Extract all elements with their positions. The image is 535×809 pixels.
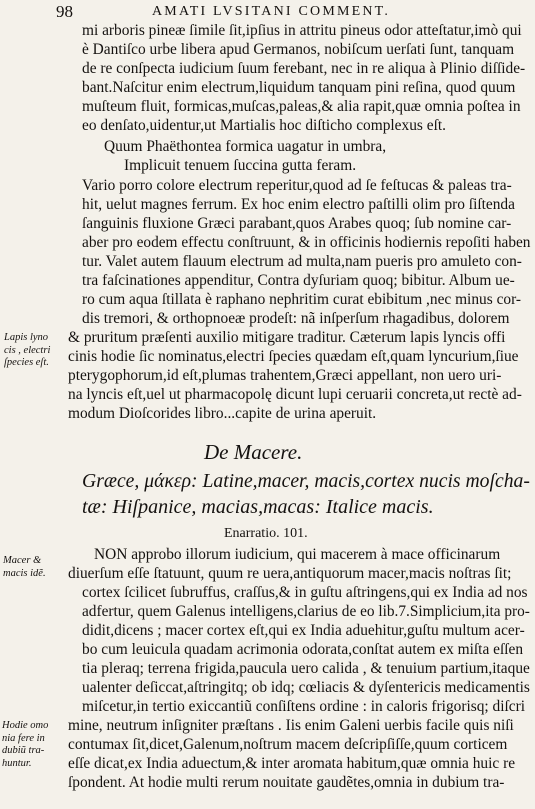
- body-line: bo cum leuicula quadam acrimonia odorata,conſtat autem ex miſta eſſen: [82, 641, 524, 658]
- running-title: AMATI LVSITANI COMMENT.: [152, 4, 391, 19]
- body-line: aber pro eodem effectu conſtruunt, & in officinis hodiernis repoſiti haben: [82, 234, 531, 251]
- body-line: tur. Valet autem flauum electrum ad multa,nam pueris pro amuleto con-: [82, 253, 522, 270]
- body-line: cinis hodie ſic nominatus,electri ſpecies quædam eſt,quam lyncurium,ſiue: [68, 348, 519, 365]
- verse-line: Implicuit tenuem ſuccina gutta feram.: [124, 157, 357, 174]
- body-line: eſſe dicat,ex India aduectum,& inter aromata habitum,quæ omnia huic re: [68, 755, 516, 772]
- margin-note-hodie: Hodie omo nia fere in dubiũ tra- huntur.: [2, 720, 49, 769]
- body-line: ſpondent. At hodie multi rerum nouitate gaudẽtes,omnia in dubium tra-: [68, 774, 505, 791]
- names-line: Græce, μάκερ: Latine,macer, macis,cortex nucis moſcha-: [82, 470, 530, 492]
- page-number: 98: [56, 2, 73, 21]
- body-line: muſteum fluit, formicas,muſcas,paleas,& alia rapit,quæ omnia poſtea in: [82, 98, 521, 115]
- body-line: modum Dioſcorides libro...capite de urina aperuit.: [68, 405, 377, 422]
- margin-note-lapis: Lapis lyno cis , electri ſpecies eſt.: [4, 332, 51, 368]
- body-line: tra faſcinationes appenditur, Contra dyſuriam quoq; bibitur. Album ue-: [82, 272, 515, 289]
- body-line: na lyncis eſt,uel ut pharmacopolę dicunt lupi ceruarii concreta,ut rectè ad-: [68, 386, 522, 403]
- body-line: miſcetur,in tertio exiccantiũ conſiſtens ordine : in caloris frigorisq; diſcri: [82, 698, 526, 715]
- body-line: dis tremori, & orthopnoeæ prodeſt: nã inſperſum rhagadibus, dolorem: [82, 310, 510, 327]
- names-line: tæ: Hiſpanice, macias,macas: Italice macis.: [82, 496, 434, 518]
- enarratio-label: Enarratio. 101.: [224, 526, 308, 541]
- page-header: [0, 2, 535, 22]
- body-line: cortex ſcilicet ſubruffus, craſſus,& in guſtu aſtringens,qui ex India ad nos: [82, 584, 528, 601]
- body-line: & pruritum præſenti auxilio mitigare traditur. Cæterum lapis lyncis offi: [68, 329, 506, 346]
- body-line: è Dantiſco urbe libera apud Germanos, nobiſcum uerſati ſunt, tanquam: [82, 41, 515, 58]
- body-line: hit, uelut magnes ferrum. Ex hoc enim electro paſtilli olim pro ſiſtenda: [82, 196, 515, 213]
- margin-note-macer: Macer & macis idẽ.: [3, 555, 46, 579]
- body-line: ualenter deſiccat,aſtringitq; ob idq; cœliacis & dyſentericis medicamentis: [82, 679, 530, 696]
- body-line: mine, neutrum inſigniter præſtans . Iis enim Galeni uerbis facile quis niſi: [68, 717, 514, 734]
- body-line: pterygophorum,id eſt,plumas trahentem,Græci appellant, non uero uri-: [68, 367, 502, 384]
- body-line: ro cum aqua ſtillata è raphano nephritim curat ebibitum ,nec minus cor-: [82, 291, 522, 308]
- body-line: NON approbo illorum iudicium, qui macerem à mace officinarum: [94, 546, 501, 563]
- body-line: diuerſum eſſe ſtatuunt, quum re uera,antiquorum macer,macis noſtras ſit;: [68, 565, 512, 582]
- body-line: contumax ſit,dicet,Galenum,noſtrum macem deſcripſiſſe,quum corticem: [68, 736, 508, 753]
- body-line: tia pleraq; terrena frigida,paucula uero calida , & tenuium partium,itaque: [82, 660, 530, 677]
- body-line: eo denſato,uidentur,ut Martialis hoc diſticho complexus eſt.: [82, 117, 446, 134]
- body-line: de re conſpecta iudicium ſuum ferebant, nec in re aliqua à Plinio diſſide-: [82, 60, 526, 77]
- body-line: ſanguinis fluxione Græci parabant,quos Arabes quoq; ſub nomine car-: [82, 215, 512, 232]
- section-title: De Macere.: [204, 440, 303, 464]
- body-line: bant.Naſcitur enim electrum,liquidum tanquam pini reſina, quod quum: [82, 79, 516, 96]
- verse-line: Quum Phaëthontea formica uagatur in umbra,: [104, 138, 387, 155]
- body-line: adfertur, quem Galenus intelligens,clarius de eo lib.7.Simplicium,ita pro-: [82, 603, 530, 620]
- body-line: didit,dicens ; macer cortex eſt,qui ex India aduehitur,guſtu multum acer-: [82, 622, 525, 639]
- body-line: Vario porro colore electrum reperitur,quod ad ſe feſtucas & paleas tra-: [82, 177, 512, 194]
- body-line: mi arboris pineæ ſimile ſit,ipſius in attritu pineus odor atteſtatur,imò qui: [82, 22, 522, 39]
